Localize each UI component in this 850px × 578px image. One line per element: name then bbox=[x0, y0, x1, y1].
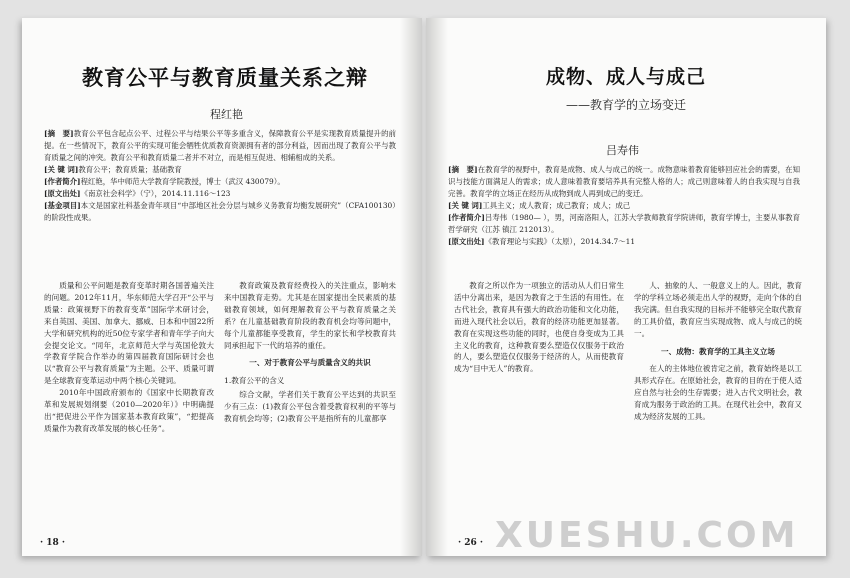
right-page bbox=[426, 18, 826, 556]
article-title: 成物、成人与成己 bbox=[546, 66, 707, 88]
author-info-text: 程红艳，华中师范大学教育学院教授，博士（武汉 430079）。 bbox=[80, 177, 285, 186]
page-number: · 18 · bbox=[40, 538, 66, 548]
page-number: · 26 · bbox=[458, 538, 484, 548]
body-column-2 bbox=[224, 280, 396, 425]
fund-text: 本文是国家社科基金青年项目“中部地区社会分层与城乡义务教育均衡发展研究”（CFA100130）的阶段性成果。 bbox=[44, 201, 396, 222]
author-info bbox=[448, 212, 800, 236]
section-heading: 一、成物：教育学的工具主义立场 bbox=[661, 346, 775, 356]
abstract-block bbox=[44, 128, 396, 224]
source-text: 《教育理论与实践》（太原），2014.34.7～11 bbox=[484, 237, 636, 246]
keywords-label: [关 键 词] bbox=[448, 201, 483, 210]
author-info bbox=[44, 176, 396, 188]
abstract-label: [摘 要] bbox=[44, 129, 74, 138]
paragraph: 教育之所以作为一项独立的活动从人们日常生活中分离出来，是因为教育之于生活的有用性。在古代社会，教育具有强大的政治功能和文化功能，而进入现代社会以后，教育的经济功能更加显著。教育在实现这些功能的同时，也使自身变成为工具主义化的教育，这种教育要么塑造仅仅服务于政治的人，要么塑造仅仅服务于经济的人，从而使教育成为“目中无人”的教育。 bbox=[454, 281, 624, 374]
author-name: 吕寿伟 bbox=[606, 144, 639, 157]
page-gutter-shadow bbox=[400, 18, 422, 556]
left-page bbox=[22, 18, 422, 556]
source bbox=[44, 188, 396, 200]
author-name: 程红艳 bbox=[210, 108, 243, 121]
article-title: 教育公平与教育质量关系之辩 bbox=[82, 65, 368, 90]
fund-label: [基金项目] bbox=[44, 201, 81, 210]
keywords bbox=[448, 200, 800, 212]
source-label: [原文出处] bbox=[448, 237, 485, 246]
keywords-text: 教育公平；教育质量；基础教育 bbox=[78, 165, 182, 174]
paragraph: 人、抽象的人、一般意义上的人。因此，教育学的学科立场必须走出人学的视野，走向个体的自我完满。但自我实现的目标并不能够完全取代教育的工具价值，教育应当实现成物、成人与成己的统一。 bbox=[634, 281, 802, 338]
author-info-text: 吕寿伟（1980— ），男，河南洛阳人，江苏大学教师教育学院讲师，教育学博士，主要从事教育哲学研究（江苏 镇江 212013）。 bbox=[448, 213, 800, 234]
article-subtitle: ——教育学的立场变迁 bbox=[566, 98, 687, 112]
abstract bbox=[448, 164, 800, 200]
keywords bbox=[44, 164, 396, 176]
source-text: 《南京社会科学》（宁），2014.11.116～123 bbox=[80, 189, 231, 198]
paragraph: 在人的主体地位被肯定之前，教育始终是以工具形式存在。在原始社会，教育的目的在于使人适应自然与社会的生存需要；进入古代文明社会，教育成为服务于政治的工具。在现代社会中，教育又成为经济发展的工具。 bbox=[634, 364, 802, 422]
abstract-text: 教育公平包含起点公平、过程公平与结果公平等多重含义，保障教育公平是实现教育质量提升的前提。在一些情况下，教育公平的实现可能会牺牲优质教育资源拥有者的部分利益，因而出现了教育公平与教育质量之间的冲突。教育公平和教育质量二者并不对立，而是相互促进、相辅相成的关系。 bbox=[44, 129, 396, 162]
source bbox=[448, 236, 800, 248]
author-info-label: [作者简介] bbox=[448, 213, 485, 222]
paragraph: 质量和公平问题是教育变革时期各国普遍关注的问题。2012年11月，华东师范大学召开“公平与质量：政策视野下的教育变革”国际学术研讨会，来自英国、美国、加拿大、挪威、日本和中国22所大学和研究机构的近50位专家学者和青年学子向大会提交论文。“同年，北京师范大学与英国伦敦大学教育学院合作举办的第四届教育国际研讨会也以“教育公平与教育质量”为主题。公平、质量可谓是全球教育变革运动中两个核心关键词。 bbox=[44, 281, 214, 386]
keywords-label: [关 键 词] bbox=[44, 165, 79, 174]
abstract-block bbox=[448, 164, 800, 248]
paragraph: 综合文献，学者们关于教育公平达到的共识至少有三点：(1)教育公平包含着受教育权利的平等与教育机会均等；(2)教育公平是指所有的儿童都享 bbox=[224, 390, 396, 424]
abstract-text: 在教育学的视野中，教育是成物、成人与成己的统一。成物意味着教育能够回应社会的需要，在知识与技能方面满足人的需求；成人意味着教育要培养具有完整人格的人；成己则意味着人的自我实现与自我完善。教育学的立场正在经历从成物到成人再到成己的变迁。 bbox=[448, 165, 800, 198]
subsection-heading: 1.教育公平的含义 bbox=[224, 376, 285, 386]
section-heading: 一、对于教育公平与质量含义的共识 bbox=[249, 358, 371, 368]
author-info-label: [作者简介] bbox=[44, 177, 81, 186]
abstract bbox=[44, 128, 396, 164]
page-gutter-shadow bbox=[426, 18, 448, 556]
paragraph: 2010年中国政府颁布的《国家中长期教育改革和发展规划纲要（2010—2020年）》中明确提出“把促进公平作为国家基本教育政策”，“把提高质量作为教育改革发展的核心任务”。 bbox=[44, 388, 214, 433]
watermark: XUESHU.COM bbox=[495, 515, 799, 556]
body-column-1 bbox=[454, 280, 624, 375]
keywords-text: 工具主义；成人教育；成己教育；成人；成己 bbox=[482, 201, 631, 210]
body-column-1 bbox=[44, 280, 214, 435]
paragraph: 教育政策及教育经费投入的关注重点，影响未来中国教育走势。尤其是在国家提出全民素质的基础教育领域，如何理解教育公平与教育质量之关系？在儿童基础教育阶段的教育机会均等问题中，每个儿童都能享受教育，学生的家长和学校教育共同承担起下一代的培养的重任。 bbox=[224, 281, 396, 350]
abstract-label: [摘 要] bbox=[448, 165, 478, 174]
body-column-2 bbox=[634, 280, 802, 423]
fund bbox=[44, 200, 396, 224]
source-label: [原文出处] bbox=[44, 189, 81, 198]
